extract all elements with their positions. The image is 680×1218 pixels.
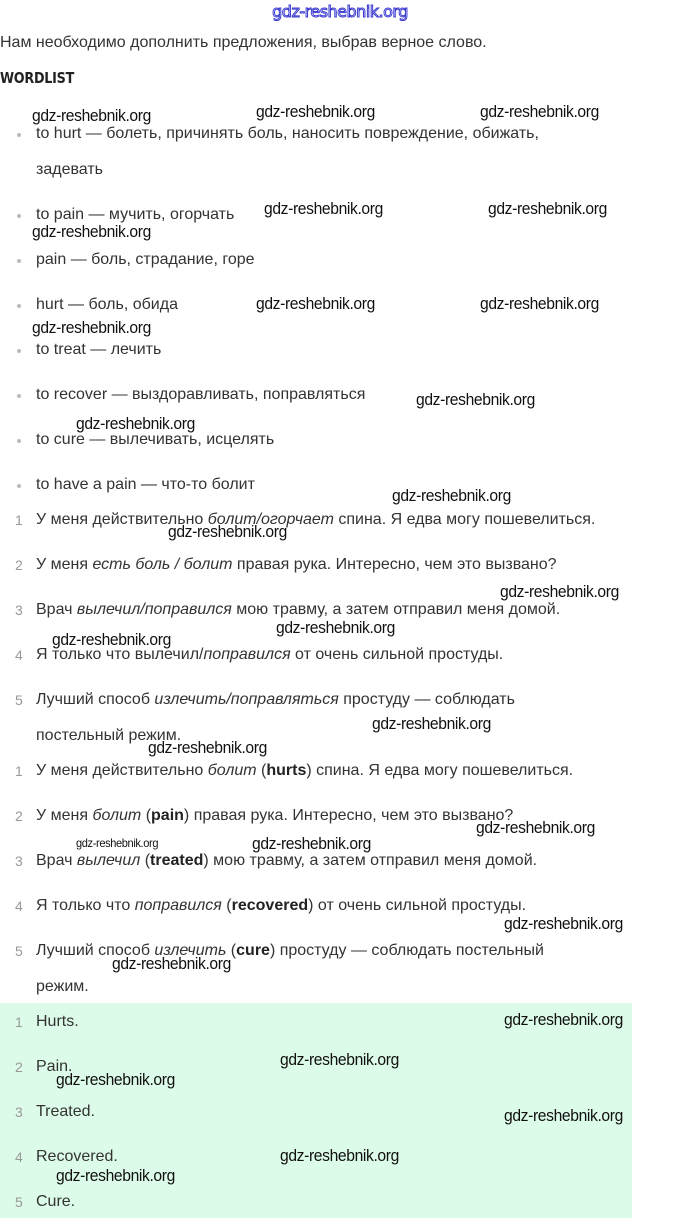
watermark: gdz-reshebnik.org: [56, 1070, 175, 1089]
answer-word: cure: [236, 942, 270, 959]
watermark: gdz-reshebnik.org: [280, 1146, 399, 1165]
watermark: gdz-reshebnik.org: [480, 294, 599, 313]
italic-text: поправился: [203, 646, 291, 663]
wordlist-text: to treat — лечить: [36, 341, 162, 358]
wordlist-text: to recover — выздоравливать, поправляться: [36, 386, 366, 403]
wordlist-text: to have a pain — что-то болит: [36, 476, 255, 493]
text: мою травму, а затем отправил меня домой.: [231, 601, 561, 618]
text: постельный режим.: [36, 727, 182, 744]
watermark: gdz-reshebnik.org: [264, 199, 383, 218]
watermark: gdz-reshebnik.org: [500, 582, 619, 601]
item-number: 3: [15, 853, 23, 869]
text: простуду — соблюдать: [338, 691, 515, 708]
site-watermark-top: gdz-reshebnik.org: [272, 2, 408, 21]
item-number: 4: [15, 898, 23, 914]
watermark: gdz-reshebnik.org: [32, 222, 151, 241]
italic-text: вылечил/поправился: [76, 601, 232, 618]
text: от очень сильной простуды.: [290, 646, 504, 663]
watermark: gdz-reshebnik.org: [256, 294, 375, 313]
watermark: gdz-reshebnik.org: [392, 486, 511, 505]
italic-text: излечить: [154, 942, 227, 959]
text: Я только что вылечил/: [36, 646, 204, 663]
text: ) от очень сильной простуды.: [308, 897, 527, 914]
text: ) правая рука. Интересно, чем это вызвано?: [183, 807, 514, 824]
text: (: [256, 762, 267, 779]
text: Лучший способ: [36, 942, 155, 959]
answer-word: hurts: [266, 762, 307, 779]
answer-text: Hurts.: [36, 1013, 79, 1030]
watermark: gdz-reshebnik.org: [480, 102, 599, 121]
watermark: gdz-reshebnik.org: [488, 199, 607, 218]
answer-word: pain: [151, 807, 184, 824]
text: У меня: [36, 807, 93, 824]
watermark: gdz-reshebnik.org: [280, 1050, 399, 1069]
text: режим.: [36, 978, 89, 995]
text: У меня действительно: [36, 511, 208, 528]
bullet-icon: [17, 394, 21, 398]
text: Врач: [36, 852, 77, 869]
item-number: 4: [15, 647, 23, 663]
item-number: 2: [15, 808, 23, 824]
wordlist-text: to pain — мучить, огорчать: [36, 206, 235, 223]
italic-text: вылечил: [76, 852, 141, 869]
watermark: gdz-reshebnik.org: [504, 1010, 623, 1029]
watermark: gdz-reshebnik.org: [148, 738, 267, 757]
text: Лучший способ: [36, 691, 155, 708]
wordlist-heading: WORDLIST: [0, 69, 75, 87]
watermark: gdz-reshebnik.org: [76, 414, 195, 433]
text: (: [221, 897, 232, 914]
wordlist-text: pain — боль, страдание, горе: [36, 251, 255, 268]
italic-text: поправился: [134, 897, 222, 914]
intro-text: Нам необходимо дополнить предложения, выбрав верное слово.: [0, 34, 487, 51]
watermark: gdz-reshebnik.org: [372, 714, 491, 733]
italic-text: есть боль / болит: [92, 556, 233, 573]
item-number: 1: [15, 1014, 23, 1030]
answer-text: Recovered.: [36, 1148, 118, 1165]
item-number: 3: [15, 1104, 23, 1120]
item-number: 2: [15, 557, 23, 573]
italic-text: болит/огорчает: [207, 511, 334, 528]
bullet-icon: [17, 484, 21, 488]
watermark: gdz-reshebnik.org: [252, 834, 371, 853]
bullet-icon: [17, 439, 21, 443]
answer-word: recovered: [231, 897, 309, 914]
text: У меня действительно: [36, 762, 208, 779]
item-number: 1: [15, 763, 23, 779]
watermark: gdz-reshebnik.org: [32, 318, 151, 337]
text: ) спина. Я едва могу пошевелиться.: [306, 762, 574, 779]
italic-text: болит: [92, 807, 142, 824]
answer-word: treated: [150, 852, 204, 869]
watermark: gdz-reshebnik.org: [256, 102, 375, 121]
text: У меня: [36, 556, 93, 573]
item-number: 3: [15, 602, 23, 618]
text: ) мою травму, а затем отправил меня домой.: [203, 852, 538, 869]
watermark: gdz-reshebnik.org: [504, 914, 623, 933]
watermark: gdz-reshebnik.org: [168, 522, 287, 541]
item-number: 1: [15, 512, 23, 528]
item-number: 4: [15, 1149, 23, 1165]
watermark: gdz-reshebnik.org: [416, 390, 535, 409]
bullet-icon: [17, 214, 21, 218]
text: ) простуду — соблюдать постельный: [269, 942, 544, 959]
bullet-icon: [17, 133, 21, 137]
wordlist-text: to cure — вылечивать, исцелять: [36, 431, 275, 448]
item-number: 5: [15, 943, 23, 959]
watermark: gdz-reshebnik.org: [476, 818, 595, 837]
wordlist-text: to hurt — болеть, причинять боль, наносить повреждение, обижать,: [36, 125, 539, 142]
italic-text: излечить/поправляться: [154, 691, 339, 708]
text: правая рука. Интересно, чем это вызвано?: [232, 556, 557, 573]
watermark: gdz-reshebnik.org: [32, 106, 151, 125]
bullet-icon: [17, 304, 21, 308]
watermark: gdz-reshebnik.org: [276, 618, 395, 637]
text: (: [141, 807, 152, 824]
bullet-icon: [17, 259, 21, 263]
item-number: 5: [15, 692, 23, 708]
answer-text: Cure.: [36, 1193, 76, 1210]
text: Я только что: [36, 897, 135, 914]
watermark: gdz-reshebnik.org: [112, 954, 231, 973]
text: Врач: [36, 601, 77, 618]
answer-text: Pain.: [36, 1058, 73, 1075]
item-number: 5: [15, 1194, 23, 1210]
italic-text: болит: [207, 762, 257, 779]
item-number: 2: [15, 1059, 23, 1075]
text: спина. Я едва могу пошевелиться.: [333, 511, 596, 528]
wordlist-text: hurt — боль, обида: [36, 296, 178, 313]
watermark: gdz-reshebnik.org: [76, 836, 159, 850]
answer-text: Treated.: [36, 1103, 95, 1120]
bullet-icon: [17, 349, 21, 353]
watermark: gdz-reshebnik.org: [56, 1166, 175, 1185]
watermark: gdz-reshebnik.org: [504, 1106, 623, 1125]
watermark: gdz-reshebnik.org: [52, 630, 171, 649]
text: (: [140, 852, 151, 869]
wordlist-text: задевать: [36, 161, 103, 178]
text: (: [226, 942, 237, 959]
